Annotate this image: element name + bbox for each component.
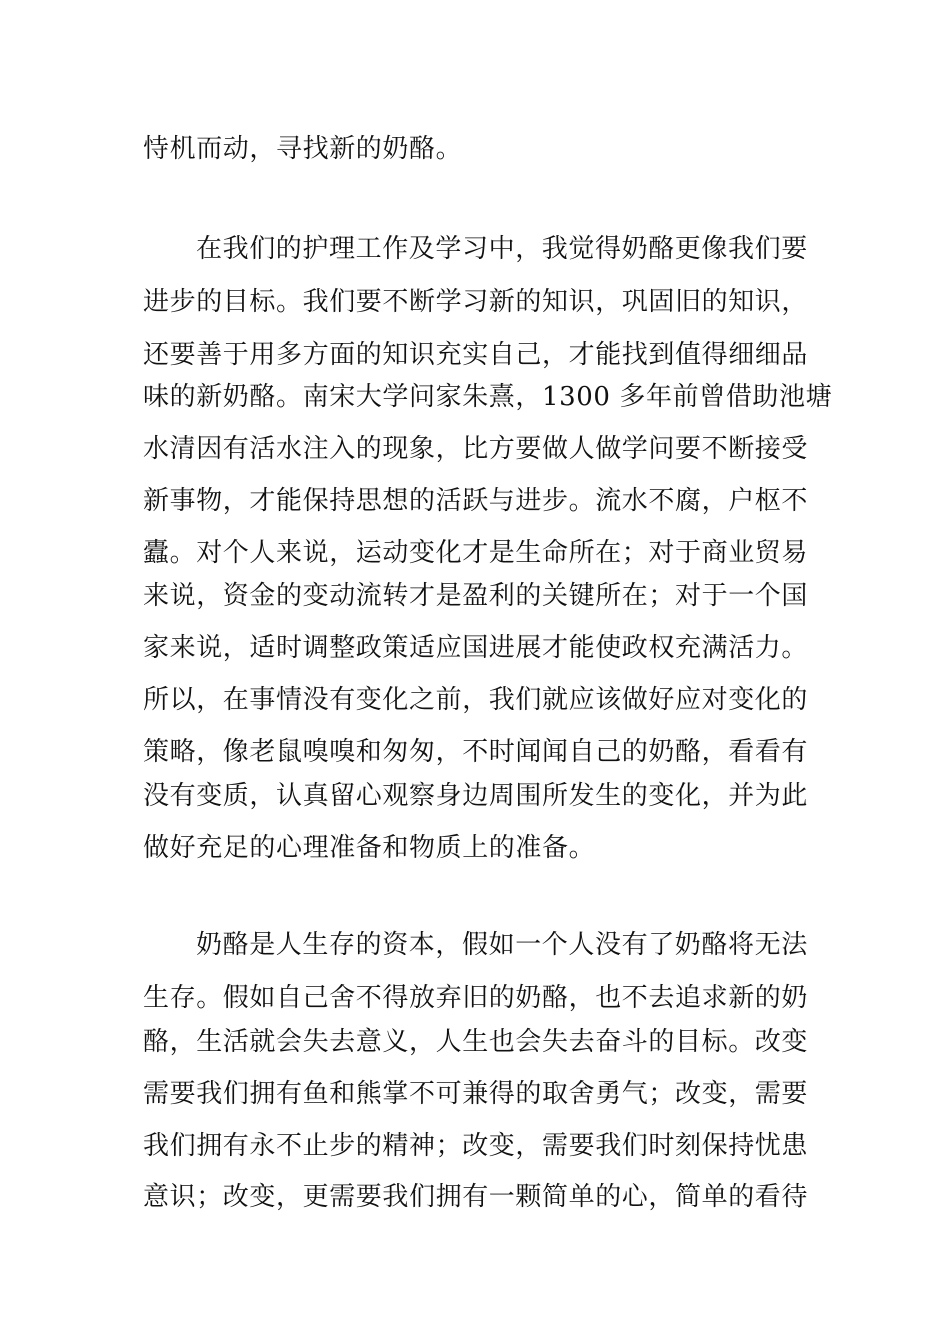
paragraph-2-line-11: 策略，像老鼠嗅嗅和匆匆，不时闻闻自己的奶酪，看看有 [143, 737, 809, 767]
paragraph-2-line-6: 新事物，才能保持思想的活跃与进步。流水不腐，户枢不 [143, 486, 809, 516]
paragraph-2-line-5: 水清因有活水注入的现象，比方要做人做学问要不断接受 [143, 434, 809, 464]
paragraph-3-line-5: 我们拥有永不止步的精神；改变，需要我们时刻保持忧患 [143, 1131, 809, 1161]
paragraph-2-line-12: 没有变质，认真留心观察身边周围所发生的变化，并为此 [143, 781, 809, 811]
paragraph-2-line-4: 味的新奶酪。南宋大学问家朱熹，1300 多年前曾借助池塘 [143, 382, 833, 412]
paragraph-3-line-1: 奶酪是人生存的资本，假如一个人没有了奶酪将无法 [196, 930, 808, 960]
paragraph-3-line-3: 酪，生活就会失去意义，人生也会失去奋斗的目标。改变 [143, 1027, 809, 1057]
paragraph-2-line-9: 家来说，适时调整政策适应国进展才能使政权充满活力。 [143, 633, 809, 663]
paragraph-3-line-2: 生存。假如自己舍不得放弃旧的奶酪，也不去追求新的奶 [143, 983, 809, 1013]
paragraph-3-line-6: 意识；改变，更需要我们拥有一颗简单的心，简单的看待 [143, 1182, 809, 1212]
paragraph-2-line-1: 在我们的护理工作及学习中，我觉得奶酪更像我们要 [196, 234, 808, 264]
paragraph-2-line-2: 进步的目标。我们要不断学习新的知识，巩固旧的知识， [143, 287, 809, 317]
paragraph-2-line-8: 来说，资金的变动流转才是盈利的关键所在；对于一个国 [143, 581, 809, 611]
paragraph-3-line-4: 需要我们拥有鱼和熊掌不可兼得的取舍勇气；改变，需要 [143, 1079, 809, 1109]
paragraph-2-line-10: 所以，在事情没有变化之前，我们就应该做好应对变化的 [143, 685, 809, 715]
paragraph-1-line-1: 恃机而动，寻找新的奶酪。 [143, 134, 463, 164]
paragraph-2-line-7: 蠹。对个人来说，运动变化才是生命所在；对于商业贸易 [143, 538, 809, 568]
paragraph-2-line-13: 做好充足的心理准备和物质上的准备。 [143, 833, 596, 863]
paragraph-2-line-3: 还要善于用多方面的知识充实自己，才能找到值得细细品 [143, 340, 809, 370]
